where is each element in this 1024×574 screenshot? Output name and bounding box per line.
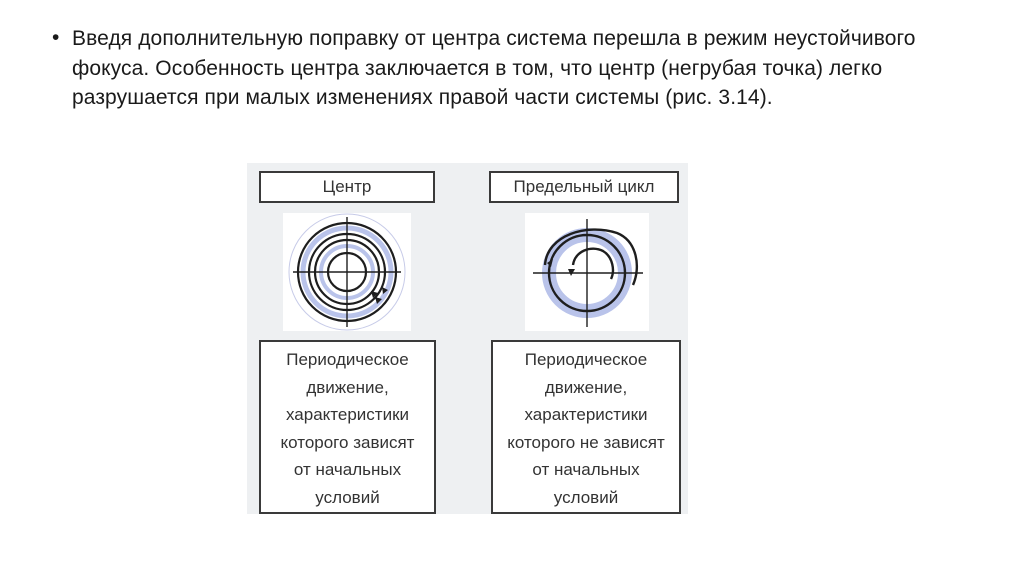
limit-cycle-description-line: которого не зависят — [507, 432, 665, 452]
center-description-line: которого зависят — [280, 432, 415, 452]
limit-cycle-spiral-icon — [525, 213, 649, 331]
center-description-line: движение, — [306, 377, 389, 397]
figure-center-vs-limit-cycle — [247, 163, 688, 514]
bullet-text: Введя дополнительную поправку от центра система перешла в режим неустойчивого фокуса. Особенность центра заключается в том, что центр (негрубая точка) легко разрушается при малых изменениях правой части системы (рис. 3.14). — [72, 27, 916, 109]
limit-cycle-description-line: условий — [553, 487, 619, 507]
limit-cycle-title-box — [489, 171, 679, 203]
center-description-line: условий — [315, 487, 380, 507]
limit-cycle-description-line: движение, — [544, 377, 628, 397]
center-description-box — [259, 340, 436, 514]
concentric-orbits-icon — [283, 213, 411, 331]
limit-cycle-description-line: от начальных — [532, 460, 640, 479]
bullet-mark: • — [52, 26, 60, 49]
center-title-box — [259, 171, 435, 203]
center-title: Центр — [322, 177, 372, 196]
limit-cycle-description-box — [491, 340, 681, 514]
center-description-line: Периодическое — [286, 350, 409, 369]
center-description-line: от начальных — [293, 460, 402, 479]
limit-cycle-description-line: Периодическое — [524, 350, 648, 369]
bullet-paragraph — [52, 24, 932, 113]
limit-cycle-title: Предельный цикл — [513, 177, 655, 196]
center-description-line: характеристики — [285, 405, 410, 424]
limit-cycle-description-line: характеристики — [524, 405, 648, 424]
